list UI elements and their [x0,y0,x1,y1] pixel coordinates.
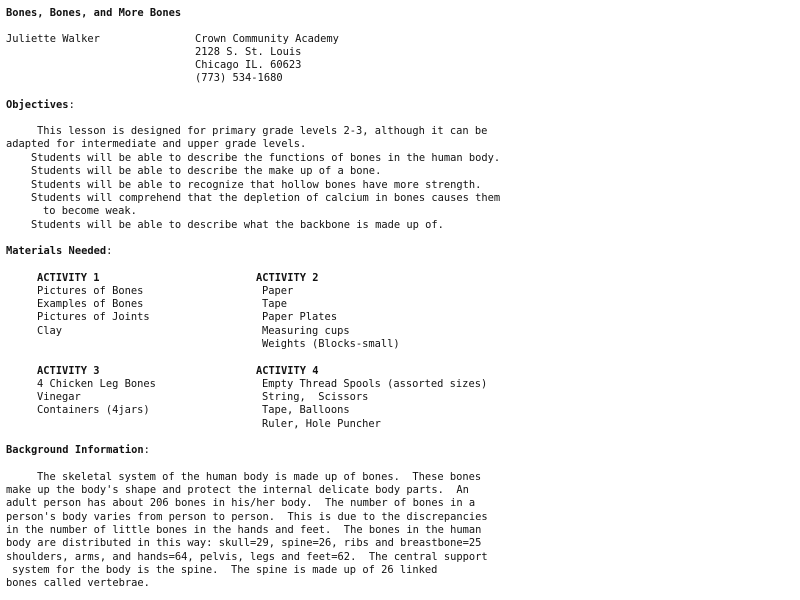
objective-item: Students will be able to describe the make up of a bone. [31,165,382,177]
background-paragraph-line: adult person has about 206 bones in his/her body. The number of bones in a [6,497,476,509]
background-paragraph-line: The skeletal system of the human body is made up of bones. These bones [37,471,482,483]
activity4-item: Tape, Balloons [262,404,350,416]
background-paragraph-line: system for the body is the spine. The spine is made up of 26 linked [12,564,438,576]
activity3-item: Containers (4jars) [37,404,150,416]
objectives-intro-line2: adapted for intermediate and upper grade levels. [6,138,307,150]
activity2-item: Weights (Blocks-small) [262,338,400,350]
school-name: Crown Community Academy [195,33,339,45]
document-title: Bones, Bones, and More Bones [6,7,182,19]
activity4-title: ACTIVITY 4 [256,365,319,377]
background-heading: Background Information: [6,444,150,456]
activity2-item: Paper [262,285,294,297]
objectives-intro-line1: This lesson is designed for primary grade levels 2-3, although it can be [37,125,488,137]
background-paragraph-line: in the number of little bones in the hands and feet. The bones in the human [6,524,482,536]
objective-item: Students will comprehend that the depletion of calcium in bones causes them [31,192,501,204]
background-paragraph-line: bones called vertebrae. [6,577,150,589]
school-address: 2128 S. St. Louis [195,46,302,58]
activity3-item: 4 Chicken Leg Bones [37,378,156,390]
activity2-item: Tape [262,298,288,310]
objectives-heading: Objectives: [6,99,75,111]
materials-heading: Materials Needed: [6,245,113,257]
school-phone: (773) 534-1680 [195,72,283,84]
activity3-item: Vinegar [37,391,81,403]
background-paragraph-line: shoulders, arms, and hands=64, pelvis, legs and feet=62. The central support [6,551,488,563]
objective-item-continuation: to become weak. [43,205,137,217]
activity4-item: Ruler, Hole Puncher [262,418,381,430]
background-paragraph-line: make up the body's shape and protect the internal delicate body parts. An [6,484,469,496]
author-name: Juliette Walker [6,33,100,45]
activity2-item: Measuring cups [262,325,350,337]
activity1-item: Pictures of Joints [37,311,150,323]
activity1-item: Pictures of Bones [37,285,144,297]
objective-item: Students will be able to describe what the backbone is made up of. [31,219,444,231]
activity1-item: Examples of Bones [37,298,144,310]
activity4-item: String, Scissors [262,391,369,403]
activity3-title: ACTIVITY 3 [37,365,100,377]
activity4-item: Empty Thread Spools (assorted sizes) [262,378,488,390]
background-paragraph-line: person's body varies from person to person. This is due to the discrepancies [6,511,488,523]
activity1-title: ACTIVITY 1 [37,272,100,284]
objective-item: Students will be able to recognize that hollow bones have more strength. [31,179,482,191]
activity2-item: Paper Plates [262,311,338,323]
activity1-item: Clay [37,325,63,337]
background-paragraph-line: body are distributed in this way: skull=29, spine=26, ribs and breastbone=25 [6,537,482,549]
school-city: Chicago IL. 60623 [195,59,302,71]
objective-item: Students will be able to describe the functions of bones in the human body. [31,152,501,164]
activity2-title: ACTIVITY 2 [256,272,319,284]
